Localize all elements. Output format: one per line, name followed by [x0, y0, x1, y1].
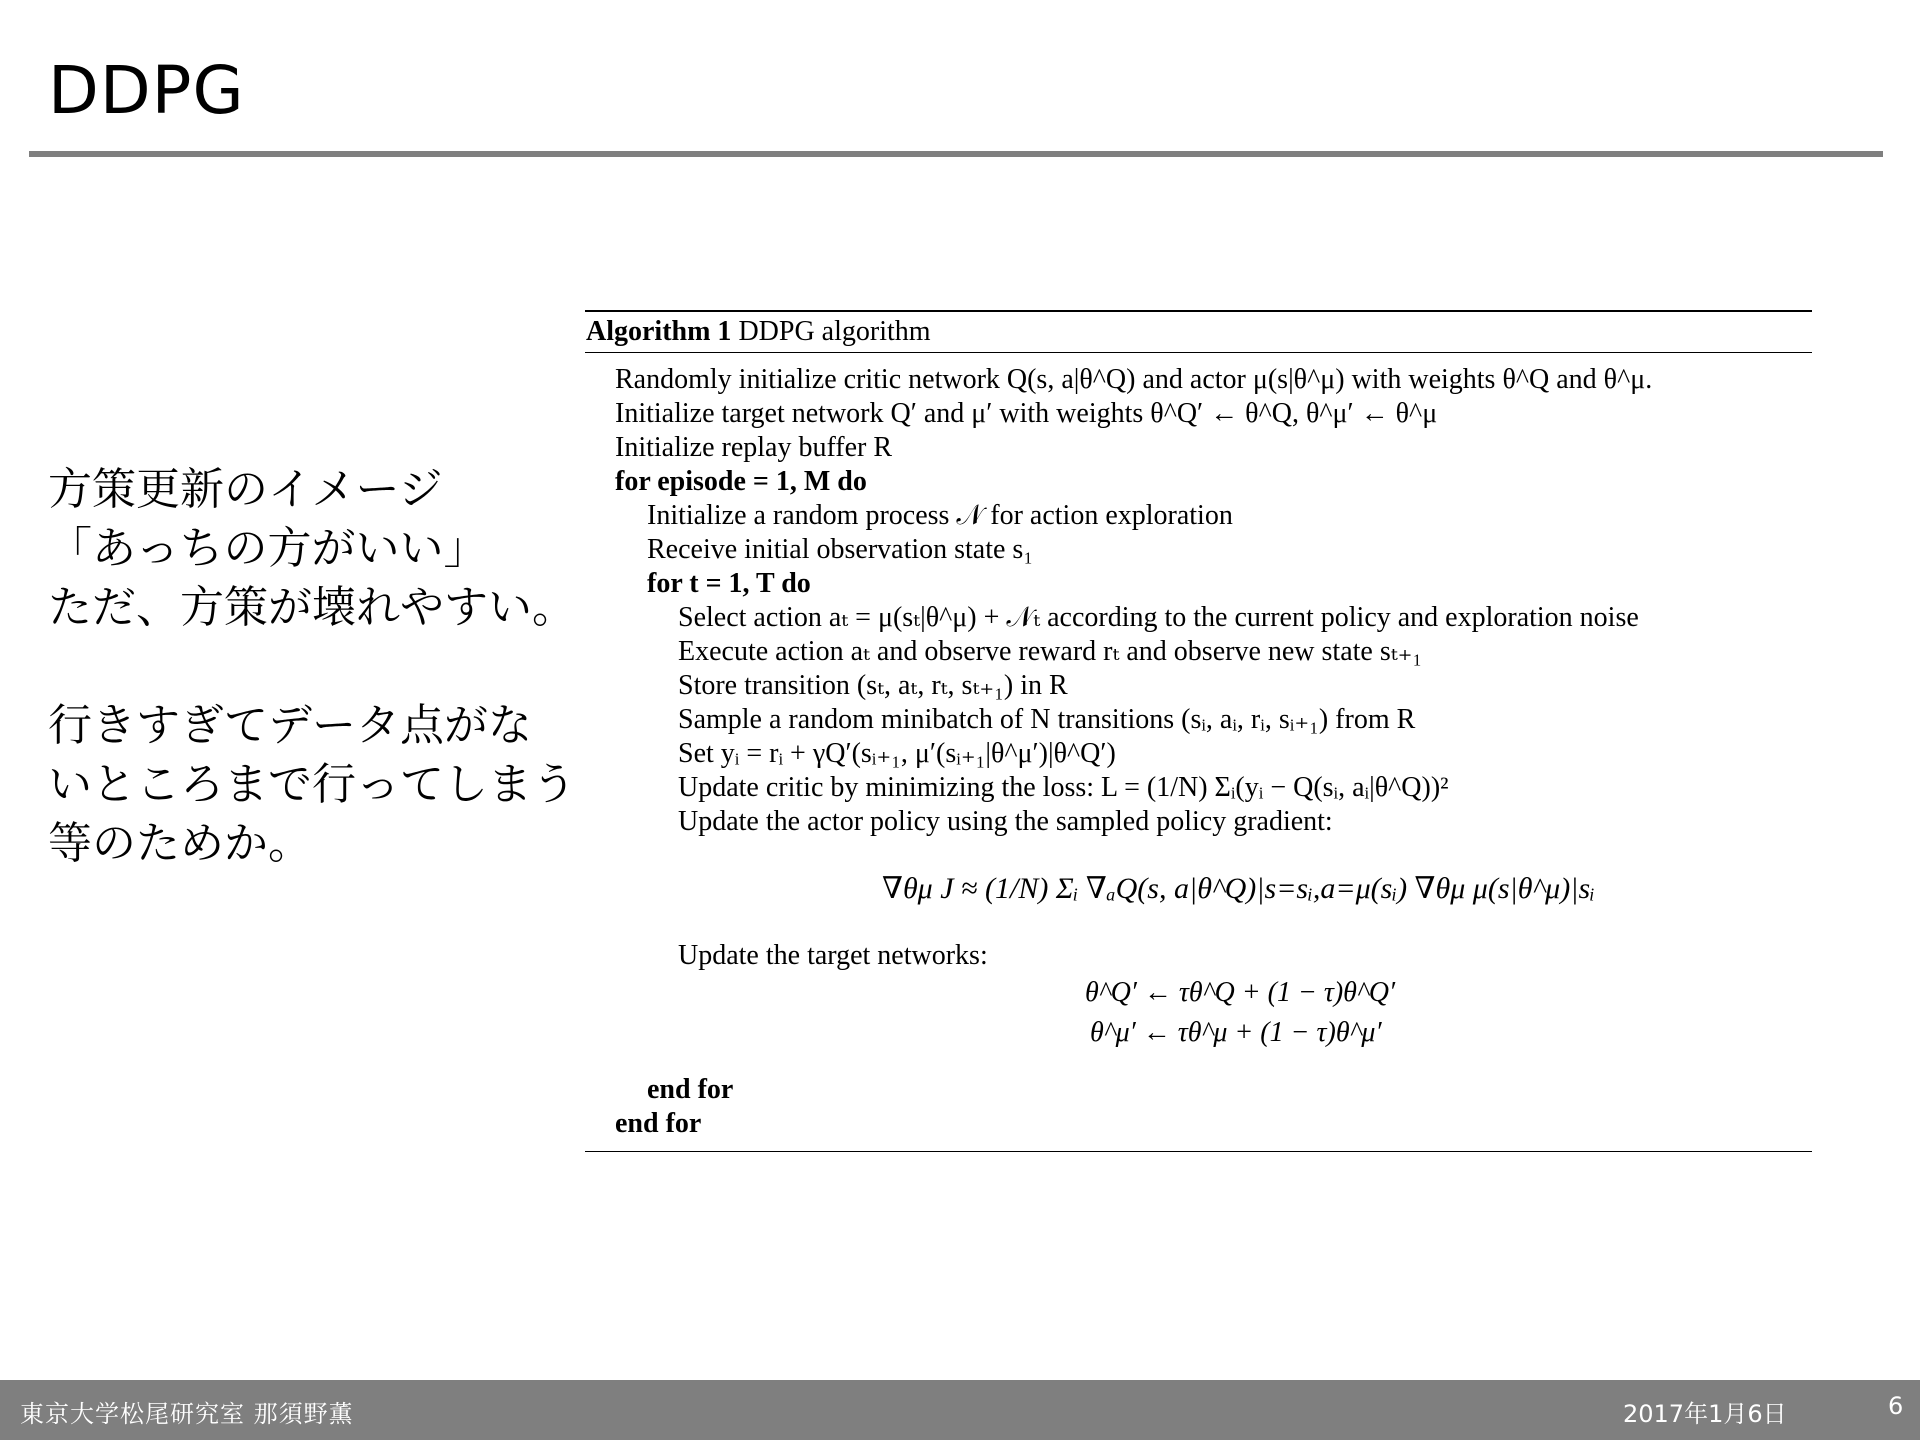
algo-line: Sample a random minibatch of N transitions (sᵢ, aᵢ, rᵢ, sᵢ₊₁) from R	[678, 704, 1416, 735]
algorithm-name: DDPG algorithm	[738, 316, 931, 347]
note-line: いところまで行ってしまう	[48, 759, 576, 810]
note-spacer	[48, 637, 588, 696]
algo-line: Initialize target network Q′ and μ′ with weights θ^Q′ ← θ^Q, θ^μ′ ← θ^μ	[615, 398, 1438, 429]
algorithm-box	[585, 310, 1812, 1152]
algo-line: Select action aₜ = μ(sₜ|θ^μ) + 𝒩ₜ according to the current policy and exploration noise	[678, 602, 1639, 633]
algo-loop-episode: for episode = 1, M do	[615, 466, 867, 497]
policy-gradient-equation: ∇θμ J ≈ (1/N) Σᵢ ∇ₐQ(s, a|θ^Q)|s=sᵢ,a=μ(sᵢ) ∇θμ μ(s|θ^μ)|sᵢ	[882, 872, 1595, 905]
algo-spacer	[585, 1053, 1812, 1073]
algo-line: Update the target networks:	[678, 940, 988, 971]
note-line: 「あっちの方がいい」	[48, 523, 488, 574]
algorithm-header	[585, 312, 1812, 352]
algo-end-for-outer: end for	[615, 1108, 702, 1139]
footer-date: 2017年1月6日	[1623, 1400, 1787, 1428]
algo-loop-step: for t = 1, T do	[647, 568, 811, 599]
algorithm-label: Algorithm 1	[586, 316, 732, 347]
algo-end-for-inner: end for	[647, 1074, 734, 1105]
note-line: 行きすぎてデータ点がな	[48, 700, 532, 751]
algo-line: Store transition (sₜ, aₜ, rₜ, sₜ₊₁) in R	[678, 670, 1068, 701]
footer-organization: 東京大学松尾研究室 那須野薫	[20, 1400, 354, 1428]
algo-line: Update critic by minimizing the loss: L = (1/N) Σᵢ(yᵢ − Q(sᵢ, aᵢ|θ^Q))²	[678, 772, 1449, 803]
slide-footer	[0, 1380, 1920, 1440]
algo-line: Initialize a random process 𝒩 for action exploration	[647, 500, 1233, 531]
algo-line: Initialize replay buffer R	[615, 432, 893, 463]
note-line: 等のためか。	[48, 818, 312, 869]
algorithm-bottom-rule	[585, 1151, 1812, 1152]
note-line: 方策更新のイメージ	[48, 464, 443, 515]
algo-line: Set yᵢ = rᵢ + γQ′(sᵢ₊₁, μ′(sᵢ₊₁|θ^μ′)|θ^Q′)	[678, 738, 1116, 769]
algo-line: Execute action aₜ and observe reward rₜ and observe new state sₜ₊₁	[678, 636, 1423, 667]
target-q-update-equation: θ^Q′ ← τθ^Q + (1 − τ)θ^Q′	[1085, 977, 1396, 1008]
target-mu-update-equation: θ^μ′ ← τθ^μ + (1 − τ)θ^μ′	[1090, 1017, 1382, 1048]
algorithm-header-rule	[585, 352, 1812, 353]
slide-title: DDPG	[48, 52, 245, 129]
slide-notes	[48, 460, 588, 873]
algo-line: Update the actor policy using the sampled policy gradient:	[678, 806, 1333, 837]
algo-line: Randomly initialize critic network Q(s, a|θ^Q) and actor μ(s|θ^μ) with weights θ^Q and θ^μ.	[615, 364, 1653, 395]
page-number: 6	[1888, 1392, 1904, 1420]
title-divider	[29, 151, 1883, 157]
algo-line: Receive initial observation state s₁	[647, 534, 1034, 565]
note-line: ただ、方策が壊れやすい。	[48, 582, 576, 633]
